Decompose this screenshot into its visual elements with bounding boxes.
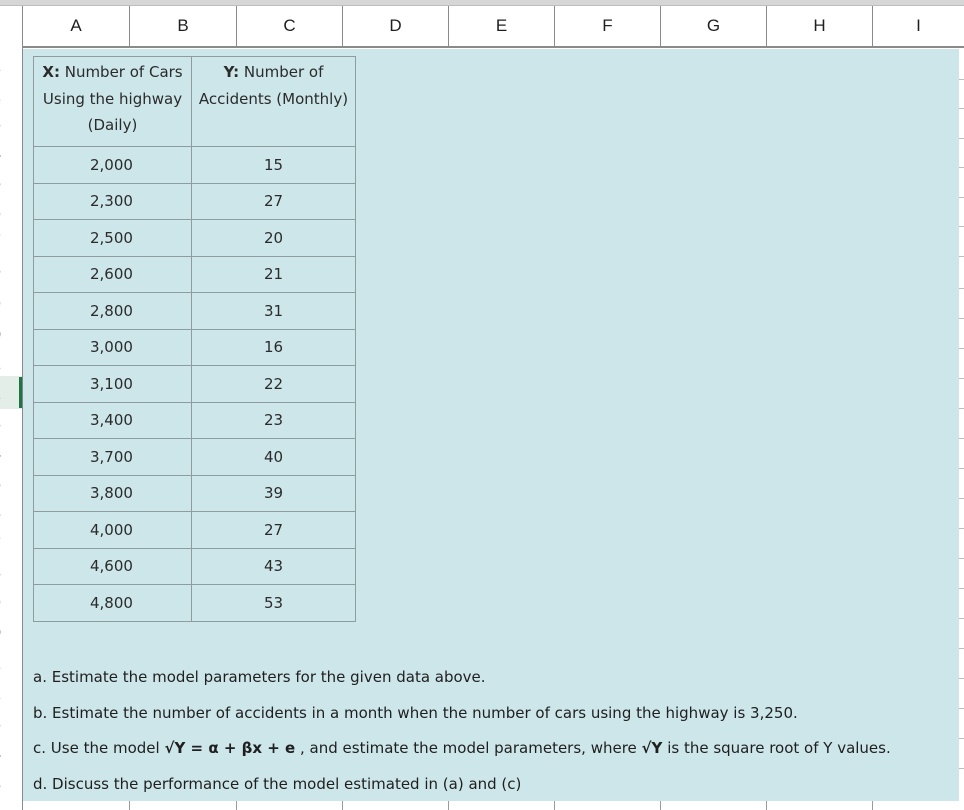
- table-row: [34, 183, 356, 220]
- row-header[interactable]: [0, 651, 22, 677]
- x-cell: 4,800: [34, 585, 192, 622]
- grid-line: [959, 138, 964, 139]
- row-headers: [0, 48, 23, 810]
- header-x: X: Number of Cars Using the highway (Daily): [34, 57, 192, 147]
- grid-line: [959, 678, 964, 679]
- questions-block: [33, 664, 891, 806]
- y-cell: 39: [192, 475, 356, 512]
- row-header[interactable]: [0, 772, 22, 798]
- y-cell: 27: [192, 183, 356, 220]
- question-c-suffix: is the square root of Y values.: [662, 739, 891, 757]
- grid-line: [959, 288, 964, 289]
- row-header[interactable]: [0, 441, 22, 467]
- grid-line: [959, 197, 964, 198]
- column-header-h[interactable]: H: [766, 6, 872, 48]
- row-header[interactable]: [0, 53, 22, 79]
- y-cell: 15: [192, 147, 356, 184]
- y-cell: 40: [192, 439, 356, 476]
- row-header[interactable]: [0, 200, 22, 226]
- row-header[interactable]: [0, 560, 22, 586]
- question-a: a. Estimate the model parameters for the given data above.: [33, 668, 486, 686]
- column-header-e[interactable]: E: [448, 6, 554, 48]
- y-cell: 16: [192, 329, 356, 366]
- y-cell: 21: [192, 256, 356, 293]
- row-header[interactable]: [0, 620, 22, 646]
- row-header[interactable]: [0, 291, 22, 317]
- x-cell: 2,500: [34, 220, 192, 257]
- x-cell: 3,700: [34, 439, 192, 476]
- table-row: [34, 329, 356, 366]
- grid-line: [959, 318, 964, 319]
- column-header-c[interactable]: C: [236, 6, 342, 48]
- question-c-mid: , and estimate the model parameters, where: [295, 739, 642, 757]
- grid-line: [959, 108, 964, 109]
- row-header[interactable]: [0, 83, 22, 109]
- row-header[interactable]: [0, 411, 22, 437]
- row-header[interactable]: [0, 257, 22, 283]
- grid-line: [959, 498, 964, 499]
- x-cell: 2,000: [34, 147, 192, 184]
- grid-line: [959, 738, 964, 739]
- grid-line: [959, 167, 964, 168]
- grid-line: [959, 528, 964, 529]
- grid-line: [959, 558, 964, 559]
- row-header[interactable]: [0, 111, 22, 137]
- row-header[interactable]: [0, 170, 22, 196]
- grid-line: [959, 618, 964, 619]
- table-row: [34, 293, 356, 330]
- selected-row-indicator: [19, 377, 22, 408]
- x-cell: 3,800: [34, 475, 192, 512]
- x-cell: 2,600: [34, 256, 192, 293]
- grid-line: [959, 408, 964, 409]
- table-row: [34, 147, 356, 184]
- question-c: [33, 735, 891, 771]
- x-cell: 2,800: [34, 293, 192, 330]
- grid-line: [959, 226, 964, 227]
- table-header-row: [34, 57, 356, 147]
- grid-line: [959, 468, 964, 469]
- table-row: [34, 366, 356, 403]
- y-cell: 22: [192, 366, 356, 403]
- column-header-d[interactable]: D: [342, 6, 448, 48]
- row-header[interactable]: [0, 681, 22, 707]
- row-header[interactable]: [0, 471, 22, 497]
- column-header-a[interactable]: A: [22, 6, 129, 48]
- column-header-f[interactable]: F: [554, 6, 660, 48]
- question-d: d. Discuss the performance of the model estimated in (a) and (c): [33, 774, 522, 793]
- table-row: [34, 512, 356, 549]
- grid-line: [959, 378, 964, 379]
- y-cell: 53: [192, 585, 356, 622]
- table-row: [34, 475, 356, 512]
- y-cell: 31: [192, 293, 356, 330]
- table-row: [34, 220, 356, 257]
- column-header-g[interactable]: G: [660, 6, 766, 48]
- row-header[interactable]: [0, 501, 22, 527]
- header-y: Y: Number of Accidents (Monthly): [192, 57, 356, 147]
- column-header-i[interactable]: I: [872, 6, 964, 48]
- table-row: [34, 585, 356, 622]
- row-header[interactable]: [0, 228, 22, 254]
- row-header[interactable]: [0, 531, 22, 557]
- select-all-corner[interactable]: [0, 6, 22, 48]
- table-row: [34, 256, 356, 293]
- row-header[interactable]: [0, 590, 22, 616]
- x-cell: 4,000: [34, 512, 192, 549]
- grid-line: [959, 648, 964, 649]
- table-row: [34, 439, 356, 476]
- row-header[interactable]: [0, 322, 22, 348]
- column-headers: [22, 6, 964, 48]
- grid-line: [959, 348, 964, 349]
- row-header[interactable]: [0, 711, 22, 737]
- x-cell: 3,400: [34, 402, 192, 439]
- data-table: [33, 56, 356, 622]
- row-header[interactable]: [0, 741, 22, 767]
- table-row: [34, 402, 356, 439]
- row-header[interactable]: [0, 351, 22, 377]
- y-cell: 43: [192, 548, 356, 585]
- question-b: b. Estimate the number of accidents in a month when the number of cars using the highway is 3,250.: [33, 703, 798, 722]
- x-cell: 4,600: [34, 548, 192, 585]
- grid-line: [959, 438, 964, 439]
- grid-line: [959, 79, 964, 80]
- right-grid-edge: [959, 49, 964, 801]
- x-cell: 3,000: [34, 329, 192, 366]
- grid-line: [959, 588, 964, 589]
- grid-line: [959, 256, 964, 257]
- grid-line: [959, 708, 964, 709]
- column-header-b[interactable]: B: [129, 6, 236, 48]
- question-c-model: √Y = α + βx + e: [164, 739, 296, 757]
- question-c-prefix: c. Use the model: [33, 739, 165, 757]
- y-cell: 20: [192, 220, 356, 257]
- x-cell: 2,300: [34, 183, 192, 220]
- y-cell: 23: [192, 402, 356, 439]
- question-c-sqrt: √Y: [641, 739, 663, 757]
- grid-line: [959, 768, 964, 769]
- table-row: [34, 548, 356, 585]
- y-cell: 27: [192, 512, 356, 549]
- x-cell: 3,100: [34, 366, 192, 403]
- row-header[interactable]: [0, 141, 22, 167]
